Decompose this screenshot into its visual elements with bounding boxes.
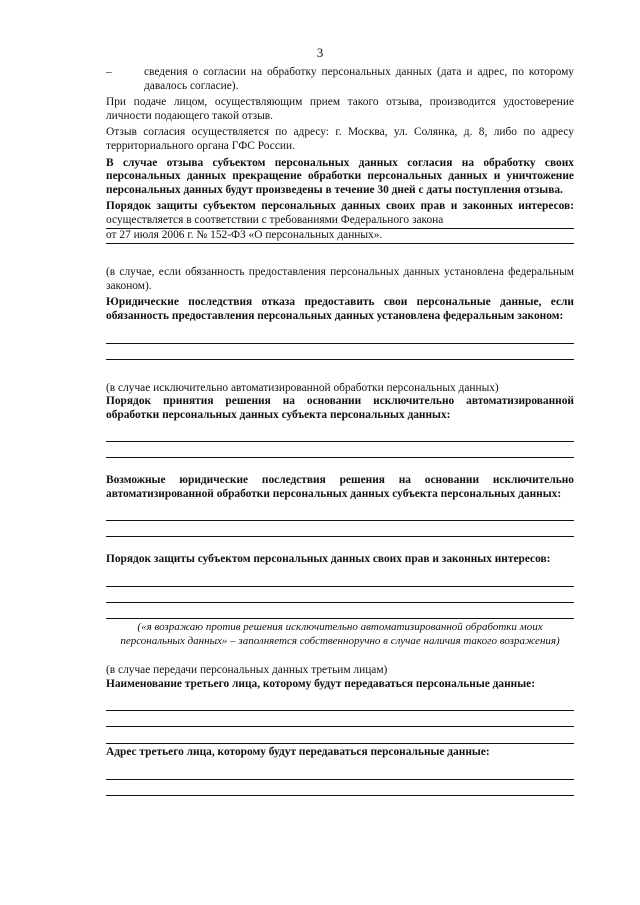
rights-protection-procedure-label: Порядок защиты субъектом персональных данных своих прав и законных интересов:	[106, 553, 551, 566]
consent-info-item	[106, 66, 574, 93]
consent-info-text: сведения о согласии на обработку персональных данных (дата и адрес, по которому давалось согласие).	[144, 66, 574, 92]
withdrawal-address-paragraph: Отзыв согласия осуществляется по адресу: г. Москва, ул. Солянка, д. 8, либо по адресу территориального органа ГФС России.	[106, 126, 574, 152]
identity-verification-paragraph: При подаче лицом, осуществляющим прием такого отзыва, производится удостоверение личности подающего такой отзыв.	[106, 96, 574, 122]
rights-protection-heading: Порядок защиты субъектом персональных данных своих прав и законных интересов:	[106, 200, 574, 213]
withdrawal-consequence-paragraph: В случае отзыва субъектом персональных данных согласия на обработку своих персональных данных прекращение обработки персональных данных и уничтожение персональных данных будут произведены в течение 30 дней с даты поступления отзыва.	[106, 156, 574, 196]
federal-law-line: от 27 июля 2006 г. № 152-ФЗ «О персональных данных».	[106, 229, 574, 245]
rights-protection-procedure-field-line-2[interactable]	[106, 587, 574, 603]
automated-processing-note: (в случае исключительно автоматизированной обработки персональных данных)	[106, 381, 499, 394]
spacer	[106, 727, 574, 743]
page-number: 3	[316, 45, 324, 60]
automated-decision-consequences-field-line-2[interactable]	[106, 521, 574, 537]
third-party-address-label: Адрес третьего лица, которому будут передаваться персональные данные:	[106, 746, 490, 759]
federal-law-note: (в случае, если обязанность предоставления персональных данных установлена федеральным законом).	[106, 266, 574, 292]
third-party-transfer-note: (в случае передачи персональных данных третьим лицам)	[106, 664, 388, 677]
automated-decision-procedure-field-line-1[interactable]	[106, 426, 574, 442]
document-body	[106, 66, 574, 796]
spacer	[106, 244, 574, 266]
third-party-name-label: Наименование третьего лица, которому будут передаваться персональные данные:	[106, 677, 535, 690]
automated-decision-consequences-field-line-1[interactable]	[106, 505, 574, 521]
list-dash: –	[106, 66, 112, 78]
spacer	[106, 458, 574, 474]
refusal-consequences-field-line-2[interactable]	[106, 344, 574, 360]
spacer	[106, 537, 574, 553]
third-party-name-field-line-1[interactable]	[106, 695, 574, 711]
objection-note: («я возражаю против решения исключительно автоматизированной обработки моих персональных данных» – заполняется собственноручно в случае наличия такого возражения)	[120, 621, 560, 647]
third-party-name-field-line-2[interactable]	[106, 711, 574, 727]
automated-decision-consequences-label: Возможные юридические последствия решения на основании исключительно автоматизированной обработки персональных данных субъекта персональных данных:	[106, 474, 574, 500]
rights-protection-paragraph	[106, 200, 574, 227]
form-line	[106, 743, 574, 744]
spacer	[106, 360, 574, 382]
refusal-consequences-field-line-1[interactable]	[106, 328, 574, 344]
automated-decision-procedure-field-line-2[interactable]	[106, 442, 574, 458]
objection-field-line[interactable]	[106, 603, 574, 619]
third-party-address-field-line-2[interactable]	[106, 780, 574, 796]
refusal-consequences-label: Юридические последствия отказа предоставить свои персональные данные, если обязанность предоставления персональных данных установлена федеральным законом:	[106, 296, 574, 322]
third-party-address-field-line-1[interactable]	[106, 764, 574, 780]
rights-protection-text: осуществляется в соответствии с требованиями Федерального закона	[106, 213, 444, 226]
rights-protection-procedure-field-line-1[interactable]	[106, 571, 574, 587]
spacer	[106, 648, 574, 664]
automated-decision-procedure-label: Порядок принятия решения на основании исключительно автоматизированной обработки персональных данных субъекта персональных данных:	[106, 395, 574, 421]
